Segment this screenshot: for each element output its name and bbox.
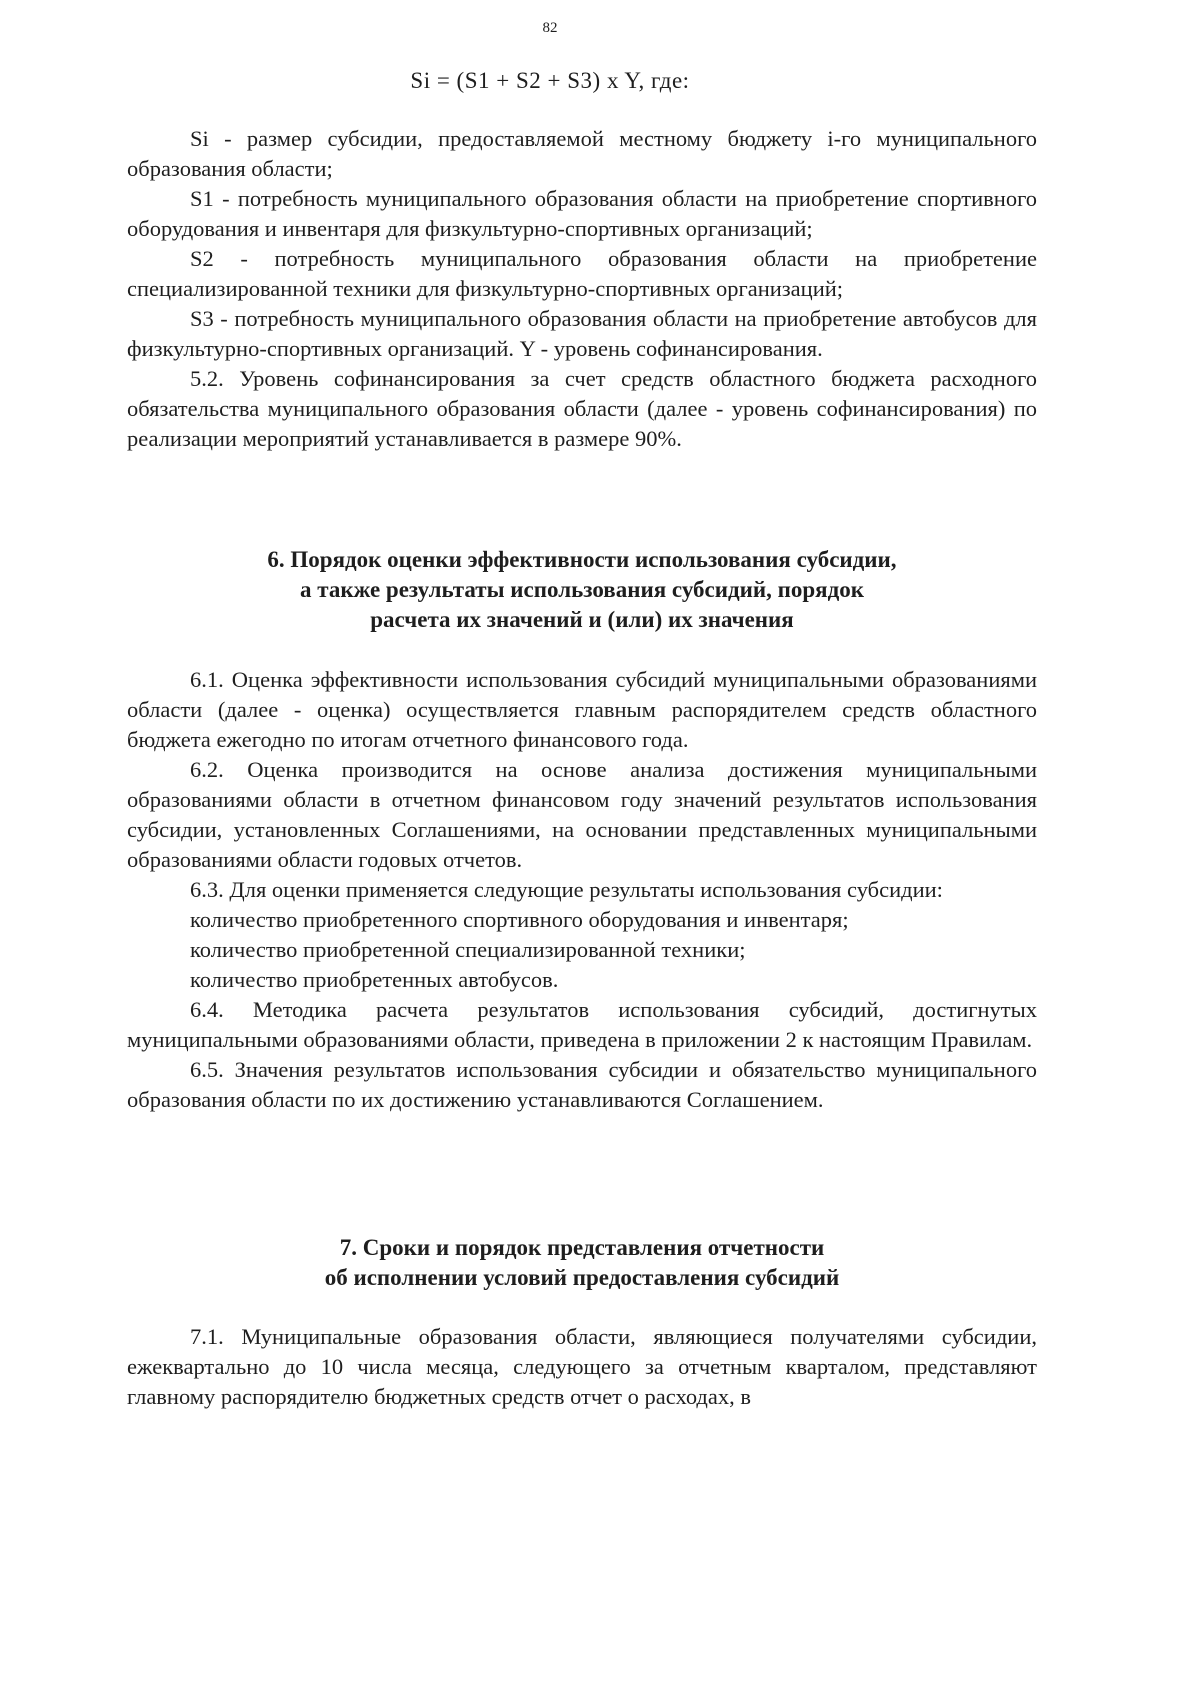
paragraph-6-3: 6.3. Для оценки применяется следующие результаты использования субсидии: bbox=[190, 877, 943, 902]
page-number: 82 bbox=[542, 20, 558, 36]
subsidy-formula: Si = (S1 + S2 + S3) x Y, где: bbox=[410, 68, 690, 93]
section-7-body bbox=[127, 1322, 1037, 1412]
definition-s2: S2 - потребность муниципального образования области на приобретение специализированной техники для физкультурно-спортивных организаций; bbox=[127, 246, 1037, 301]
paragraph-6-1: 6.1. Оценка эффективности использования субсидий муниципальными образованиями области (далее - оценка) осуществляется главным распорядителем средств областного бюджета ежегодно по итогам отчетного финансового года. bbox=[127, 667, 1037, 752]
formula-definitions bbox=[127, 124, 1037, 454]
paragraph-5-2: 5.2. Уровень софинансирования за счет средств областного бюджета расходного обязательства муниципального образования области (далее - уровень софинансирования) по реализации мероприятий устанавливается в размере 90%. bbox=[127, 366, 1037, 451]
paragraph-6-2: 6.2. Оценка производится на основе анализа достижения муниципальными образованиями области в отчетном финансовом году значений результатов использования субсидии, установленных Соглашениями, на основании представленных муниципальными образованиями области годовых отчетов. bbox=[127, 757, 1037, 872]
definition-s1: S1 - потребность муниципального образования области на приобретение спортивного оборудования и инвентаря для физкультурно-спортивных организаций; bbox=[127, 186, 1037, 241]
section-6-body bbox=[127, 665, 1037, 1115]
paragraph-7-1: 7.1. Муниципальные образования области, являющиеся получателями субсидии, ежеквартально до 10 числа месяца, следующего за отчетным кварталом, представляют главному распорядителю бюджетных средств отчет о расходах, в bbox=[127, 1324, 1037, 1409]
section-7-heading bbox=[127, 1233, 1037, 1293]
paragraph-6-5: 6.5. Значения результатов использования субсидии и обязательство муниципального образования области по их достижению устанавливаются Соглашением. bbox=[127, 1057, 1037, 1112]
definition-si: Si - размер субсидии, предоставляемой местному бюджету i-го муниципального образования области; bbox=[127, 126, 1037, 181]
result-list-item: количество приобретенного спортивного оборудования и инвентаря; bbox=[190, 907, 849, 932]
paragraph-6-4: 6.4. Методика расчета результатов использования субсидий, достигнутых муниципальными образованиями области, приведена в приложении 2 к настоящим Правилам. bbox=[127, 997, 1037, 1052]
result-list-item: количество приобретенных автобусов. bbox=[190, 967, 559, 992]
section-6-heading-line: а также результаты использования субсидий, порядок bbox=[300, 577, 864, 602]
result-list-item: количество приобретенной специализированной техники; bbox=[190, 937, 746, 962]
section-6-heading bbox=[127, 545, 1037, 635]
section-6-heading-line: расчета их значений и (или) их значения bbox=[370, 607, 794, 632]
section-6-heading-line: 6. Порядок оценки эффективности использования субсидии, bbox=[267, 547, 897, 572]
section-7-heading-line: об исполнении условий предоставления субсидий bbox=[324, 1265, 840, 1290]
definition-s3: S3 - потребность муниципального образования области на приобретение автобусов для физкультурно-спортивных организаций. Y - уровень софинансирования. bbox=[127, 306, 1037, 361]
section-7-heading-line: 7. Сроки и порядок представления отчетности bbox=[339, 1235, 825, 1260]
